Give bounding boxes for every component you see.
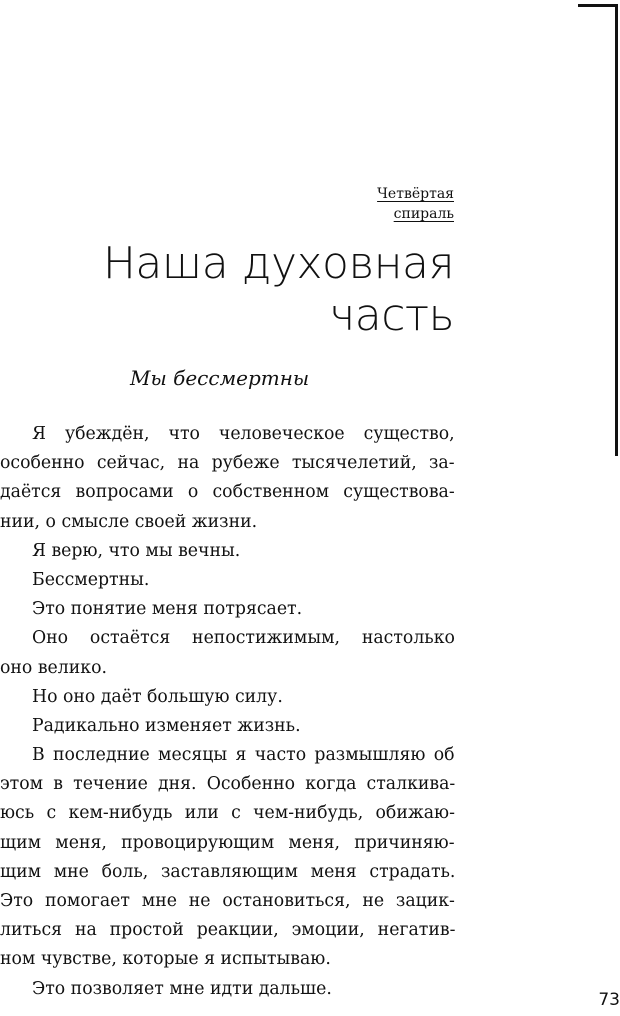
text-line: ном чувстве, которые я испытываю. xyxy=(0,949,331,970)
text-line: щим меня, провоцирующим меня, причиняю- xyxy=(0,832,455,853)
text-line: Но оно даёт большую силу. xyxy=(32,686,283,707)
chapter-label-line: Четвёртая xyxy=(377,186,454,202)
text-line: Бессмертны. xyxy=(32,569,150,590)
chapter-title-line: Наша духовная xyxy=(102,238,454,289)
text-line: литься на простой реакции, эмоции, негатив- xyxy=(0,920,456,941)
page-number: 73 xyxy=(598,990,620,1010)
section-subtitle: Мы бессмертны xyxy=(130,366,310,390)
text-line: этом в течение дня. Особенно когда сталкива- xyxy=(0,774,456,795)
text-line: особенно сейчас, на рубеже тысячелетий, за- xyxy=(0,453,455,474)
text-line: Я убеждён, что человеческое существо, xyxy=(32,424,455,444)
text-line: Это позволяет мне идти дальше. xyxy=(32,978,332,999)
text-line: В последние месяцы я часто размышляю об xyxy=(32,745,455,766)
body-text xyxy=(0,420,455,1004)
text-line: оно велико. xyxy=(0,657,107,678)
text-line: Радикально изменяет жизнь. xyxy=(32,715,301,736)
text-line: нии, о смысле своей жизни. xyxy=(0,511,258,532)
chapter-title-line: часть xyxy=(329,290,454,341)
text-line: Это понятие меня потрясает. xyxy=(32,599,303,620)
page-frame-right-rule xyxy=(615,4,618,456)
text-line: юсь с кем-нибудь или с чем-нибудь, обижаю- xyxy=(0,803,455,824)
chapter-label-line: спираль xyxy=(393,206,454,222)
text-line: Это помогает мне не остановиться, не зацик- xyxy=(0,891,455,911)
text-line: Оно остаётся непостижимым, настолько xyxy=(32,628,455,649)
text-line: щим мне боль, заставляющим меня страдать. xyxy=(0,861,456,882)
page-frame-top-rule xyxy=(578,4,618,7)
text-line: Я верю, что мы вечны. xyxy=(32,540,241,561)
chapter-title xyxy=(103,238,454,342)
chapter-label xyxy=(377,184,454,224)
text-line: даётся вопросами о собственном существова- xyxy=(0,482,455,503)
